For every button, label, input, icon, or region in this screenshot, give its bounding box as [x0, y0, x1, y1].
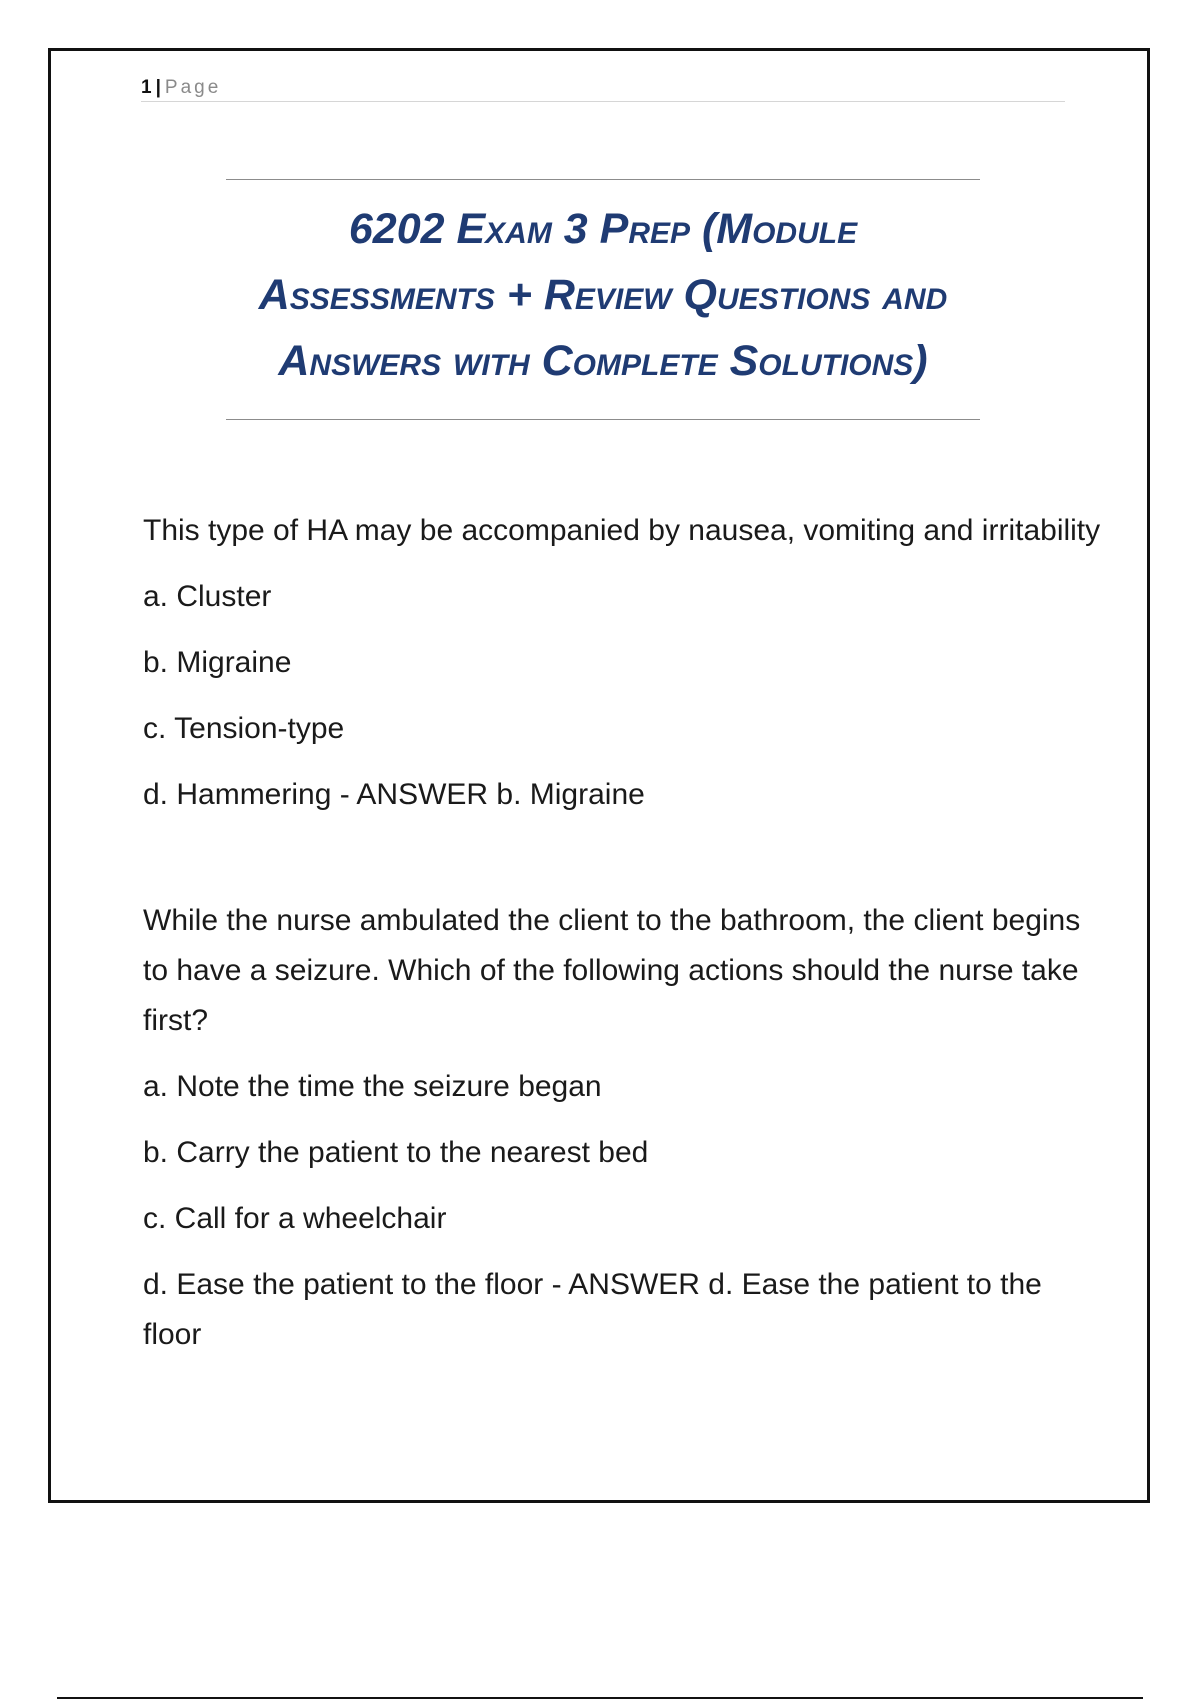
questions-list	[143, 506, 1103, 1360]
page-separator: |	[155, 77, 161, 98]
question-2-option-a: a. Note the time the seizure began	[143, 1070, 602, 1103]
document-page	[48, 48, 1150, 1503]
question-1-option-b: b. Migraine	[143, 646, 292, 679]
page-number: 1	[141, 77, 152, 98]
question-1	[143, 506, 1103, 820]
question-1-option-c: c. Tension-type	[143, 712, 345, 745]
question-2-option-d-answer: d. Ease the patient to the floor - ANSWER d. Ease the patient to the floor	[143, 1268, 1042, 1351]
page-label: Page	[164, 77, 222, 98]
title-line-1: 6202 Exam 3 Prep (Module	[348, 205, 858, 253]
question-1-option-a: a. Cluster	[143, 580, 272, 613]
question-2-option-c: c. Call for a wheelchair	[143, 1202, 447, 1235]
question-1-option-d-answer: d. Hammering - ANSWER b. Migraine	[143, 778, 645, 811]
title-bottom-rule	[226, 419, 980, 420]
question-2-text: While the nurse ambulated the client to the bathroom, the client begins to have a seizure. Which of the following actions should the nurse take first?	[143, 904, 1081, 1037]
title-top-rule	[226, 179, 980, 180]
next-page-edge	[57, 1697, 1143, 1699]
document-title	[181, 196, 1025, 394]
title-line-3: Answers with Complete Solutions)	[278, 337, 928, 385]
question-2	[143, 896, 1103, 1360]
question-2-option-b: b. Carry the patient to the nearest bed	[143, 1136, 649, 1169]
page-header	[141, 75, 1065, 102]
question-1-text: This type of HA may be accompanied by nausea, vomiting and irritability	[143, 514, 1101, 547]
title-line-2: Assessments + Review Questions and	[258, 271, 948, 319]
